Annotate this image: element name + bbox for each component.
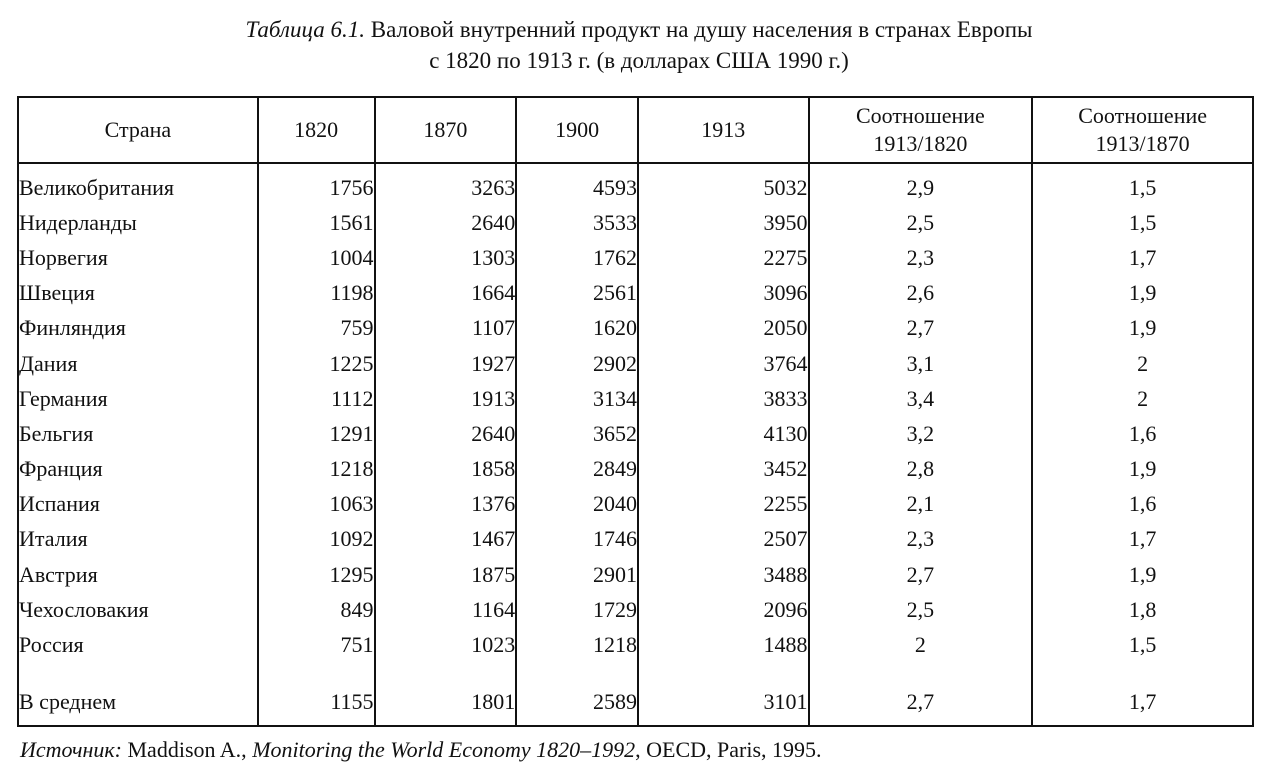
cell-1820: 1218 [258,452,375,487]
header-1913: 1913 [638,97,809,163]
cell-1900: 2902 [516,346,638,381]
cell-ratio-1913-1870: 1,9 [1032,557,1253,592]
cell-1900: 1620 [516,311,638,346]
cell-1870: 1164 [375,592,517,627]
cell-country: Италия [18,522,258,557]
cell-ratio-1913-1870: 1,9 [1032,276,1253,311]
table-row [18,416,1253,451]
cell-1820: 1063 [258,487,375,522]
cell-1820: 1112 [258,381,375,416]
cell-1913: 3833 [638,381,809,416]
table-row [18,240,1253,275]
table-row [18,205,1253,240]
table-row [18,452,1253,487]
cell-country: Франция [18,452,258,487]
table-caption [0,14,1278,76]
cell-1870: 2640 [375,205,517,240]
cell-1820: 759 [258,311,375,346]
cell-1870: 1664 [375,276,517,311]
header-ratio-1913-1820 [809,97,1033,163]
cell-1913: 2050 [638,311,809,346]
cell-1913: 1488 [638,627,809,662]
cell-1913: 5032 [638,163,809,205]
cell-country: Россия [18,627,258,662]
source-label: Источник: [20,737,122,762]
cell-ratio-1913-1870: 1,6 [1032,487,1253,522]
cell-ratio-1913-1820: 2,6 [809,276,1033,311]
cell-1820: 1225 [258,346,375,381]
cell-ratio-1913-1820: 2,5 [809,592,1033,627]
cell-country: Испания [18,487,258,522]
cell-ratio-1913-1820: 3,4 [809,381,1033,416]
cell-ratio-1913-1870: 1,5 [1032,205,1253,240]
table-row [18,381,1253,416]
cell-1820: 849 [258,592,375,627]
cell-country: Бельгия [18,416,258,451]
table-row [18,346,1253,381]
source-note [20,737,822,763]
cell-ratio-1913-1820: 2,7 [809,663,1033,726]
cell-1870: 1107 [375,311,517,346]
cell-ratio-1913-1870: 2 [1032,381,1253,416]
cell-ratio-1913-1870: 2 [1032,346,1253,381]
cell-1870: 2640 [375,416,517,451]
cell-1900: 3533 [516,205,638,240]
cell-1820: 1295 [258,557,375,592]
cell-ratio-1913-1870: 1,9 [1032,452,1253,487]
caption-line-1 [0,14,1278,45]
cell-1870: 1467 [375,522,517,557]
cell-country: Австрия [18,557,258,592]
cell-1820: 1155 [258,663,375,726]
table-row [18,557,1253,592]
table-row [18,487,1253,522]
cell-1870: 3263 [375,163,517,205]
cell-1870: 1913 [375,381,517,416]
header-country: Страна [18,97,258,163]
table-row [18,276,1253,311]
cell-ratio-1913-1870: 1,6 [1032,416,1253,451]
cell-1820: 751 [258,627,375,662]
cell-1820: 1004 [258,240,375,275]
cell-ratio-1913-1820: 2,1 [809,487,1033,522]
cell-ratio-1913-1820: 2,5 [809,205,1033,240]
cell-ratio-1913-1870: 1,8 [1032,592,1253,627]
cell-1913: 2507 [638,522,809,557]
cell-1900: 1729 [516,592,638,627]
cell-ratio-1913-1820: 2,7 [809,311,1033,346]
caption-line-2: с 1820 по 1913 г. (в долларах США 1990 г.) [429,48,849,73]
table-row-average [18,663,1253,726]
cell-ratio-1913-1870: 1,7 [1032,240,1253,275]
cell-1913: 3101 [638,663,809,726]
header-1870: 1870 [375,97,517,163]
cell-ratio-1913-1820: 2,3 [809,522,1033,557]
cell-country: Чехословакия [18,592,258,627]
cell-1913: 2255 [638,487,809,522]
cell-1900: 2849 [516,452,638,487]
cell-1913: 4130 [638,416,809,451]
table-body [18,163,1253,726]
cell-country: Финляндия [18,311,258,346]
cell-country: В среднем [18,663,258,726]
cell-ratio-1913-1820: 2,3 [809,240,1033,275]
cell-country: Норвегия [18,240,258,275]
cell-ratio-1913-1820: 2,8 [809,452,1033,487]
header-ratio-1913-1870-line1: Соотношение [1078,103,1208,128]
cell-1900: 1218 [516,627,638,662]
table-row [18,311,1253,346]
table-row [18,163,1253,205]
cell-1870: 1927 [375,346,517,381]
header-ratio-1913-1870 [1032,97,1253,163]
table-row [18,522,1253,557]
cell-1820: 1561 [258,205,375,240]
cell-ratio-1913-1870: 1,5 [1032,627,1253,662]
cell-ratio-1913-1870: 1,9 [1032,311,1253,346]
cell-1900: 1762 [516,240,638,275]
cell-country: Нидерланды [18,205,258,240]
cell-country: Швеция [18,276,258,311]
cell-1870: 1801 [375,663,517,726]
cell-1900: 2040 [516,487,638,522]
header-1820: 1820 [258,97,375,163]
cell-ratio-1913-1870: 1,5 [1032,163,1253,205]
cell-1900: 2561 [516,276,638,311]
cell-1913: 3452 [638,452,809,487]
cell-1913: 3950 [638,205,809,240]
cell-1820: 1756 [258,163,375,205]
cell-ratio-1913-1870: 1,7 [1032,663,1253,726]
source-publisher: , OECD, Paris, 1995. [635,737,822,762]
cell-ratio-1913-1820: 2,9 [809,163,1033,205]
cell-ratio-1913-1820: 3,1 [809,346,1033,381]
cell-country: Германия [18,381,258,416]
cell-1900: 1746 [516,522,638,557]
cell-1870: 1023 [375,627,517,662]
caption-label: Таблица 6.1. [245,17,365,42]
cell-1900: 2901 [516,557,638,592]
cell-1913: 3764 [638,346,809,381]
cell-1900: 3652 [516,416,638,451]
cell-1900: 3134 [516,381,638,416]
cell-ratio-1913-1820: 3,2 [809,416,1033,451]
cell-1870: 1376 [375,487,517,522]
cell-country: Дания [18,346,258,381]
header-ratio-1913-1870-line2: 1913/1870 [1095,131,1190,156]
gdp-table [17,96,1254,727]
source-author: Maddison A., [127,737,247,762]
header-ratio-1913-1820-line1: Соотношение [855,103,985,128]
cell-country: Великобритания [18,163,258,205]
cell-1900: 4593 [516,163,638,205]
header-ratio-1913-1820-line2: 1913/1820 [873,131,968,156]
cell-1870: 1858 [375,452,517,487]
cell-ratio-1913-1870: 1,7 [1032,522,1253,557]
cell-ratio-1913-1820: 2,7 [809,557,1033,592]
cell-1913: 3488 [638,557,809,592]
table-row [18,627,1253,662]
header-row [18,97,1253,163]
cell-1820: 1092 [258,522,375,557]
cell-1913: 2275 [638,240,809,275]
cell-1913: 3096 [638,276,809,311]
cell-1900: 2589 [516,663,638,726]
header-1900: 1900 [516,97,638,163]
table-row [18,592,1253,627]
cell-ratio-1913-1820: 2 [809,627,1033,662]
cell-1913: 2096 [638,592,809,627]
source-title: Monitoring the World Economy 1820–1992 [252,737,636,762]
cell-1820: 1198 [258,276,375,311]
cell-1820: 1291 [258,416,375,451]
cell-1870: 1875 [375,557,517,592]
caption-title: Валовой внутренний продукт на душу населения в странах Европы [370,17,1033,42]
cell-1870: 1303 [375,240,517,275]
